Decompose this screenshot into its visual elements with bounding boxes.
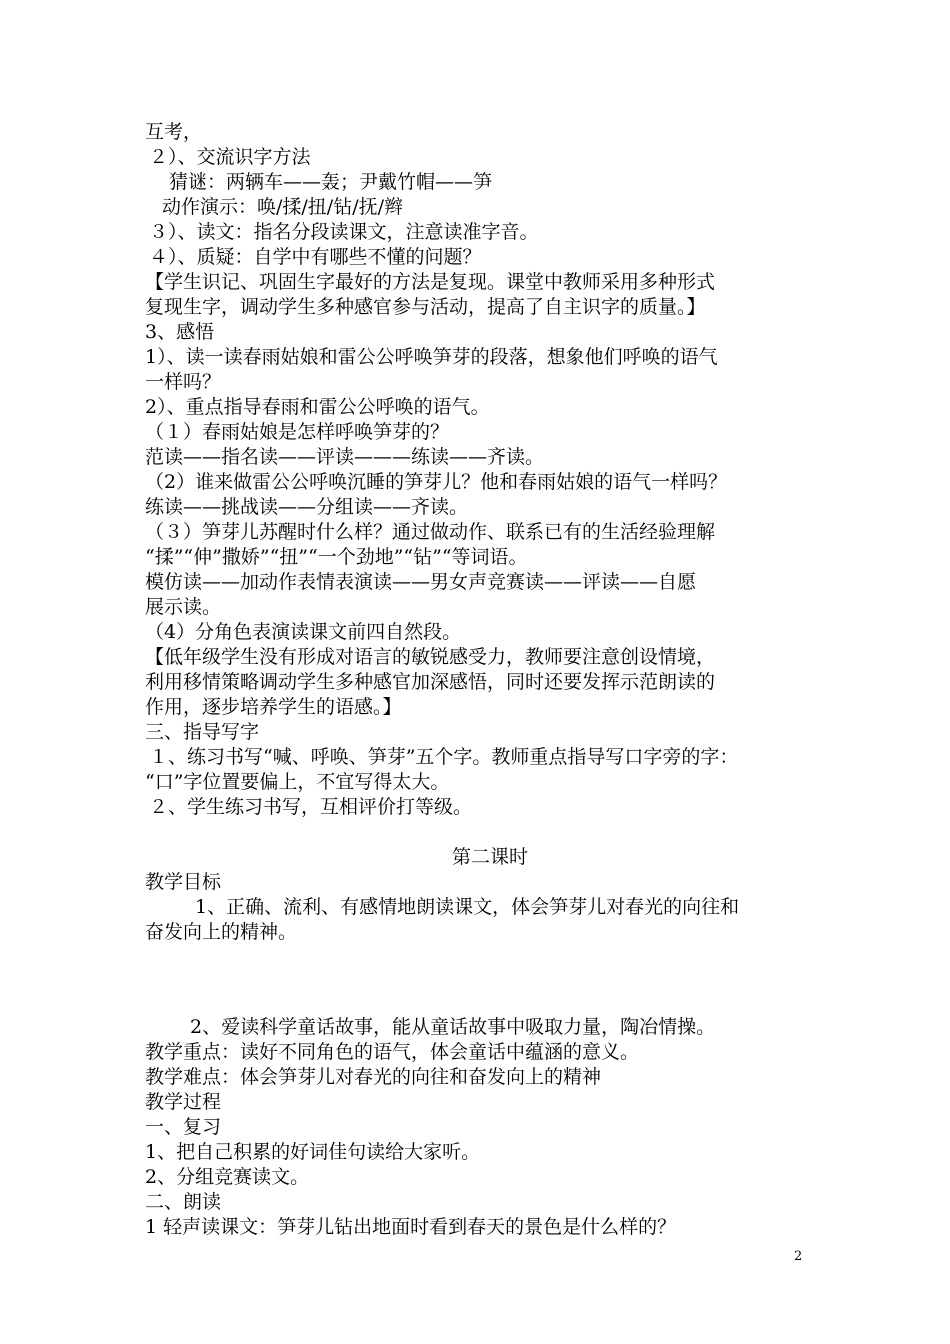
text-line: 教学难点：体会笋芽儿对春光的向往和奋发向上的精神 (145, 1066, 602, 1088)
text-line: 1）、读一读春雨姑娘和雷公公呼唤笋芽的段落，想象他们呼唤的语气 (145, 346, 718, 368)
text-line: 一、复习 (145, 1116, 222, 1138)
text-line: 教学目标 (145, 871, 222, 893)
section-title: 第二课时 (451, 846, 528, 868)
text-line: 二、朗读 (145, 1191, 222, 1213)
text-line: 利用移情策略调动学生多种感官加深感悟，同时还要发挥示范朗读的 (145, 671, 716, 693)
text-line: 三、指导写字 (145, 721, 260, 743)
text-line: ３）、读文：指名分段读课文，注意读准字音。 (149, 221, 539, 243)
text-line: 复现生字，调动学生多种感官参与活动，提高了自主识字的质量。】 (145, 296, 706, 318)
spacer (145, 820, 835, 845)
text-line: 作用，逐步培养学生的语感。】 (145, 696, 402, 718)
text-line: “口”字位置要偏上，不宜写得太大。 (145, 771, 450, 793)
text-line: 教学重点：读好不同角色的语气，体会童话中蕴涵的意义。 (145, 1041, 640, 1063)
text-line: 模仿读——加动作表情表演读——男女声竞赛读——评读——自愿 (145, 571, 697, 593)
text-line: 3、感悟 (145, 321, 215, 343)
text-line: 奋发向上的精神。 (145, 921, 298, 943)
text-line: （３）笋芽儿苏醒时什么样？通过做动作、联系已有的生活经验理解 (145, 521, 716, 543)
text-line: 互考， (145, 121, 203, 143)
text-line: （2）谁来做雷公公呼唤沉睡的笋芽儿？他和春雨姑娘的语气一样吗？ (145, 471, 728, 493)
text-line: （4）分角色表演读课文前四自然段。 (145, 621, 462, 643)
text-line: 1、把自己积累的好词佳句读给大家听。 (145, 1141, 481, 1163)
spacer (145, 945, 835, 1015)
text-line: 【低年级学生没有形成对语言的敏锐感受力，教师要注意创设情境， (145, 646, 716, 668)
page-number: 2 (794, 1249, 803, 1264)
text-line: ２）、交流识字方法 (149, 146, 311, 168)
text-line: 1、正确、流利、有感情地朗读课文，体会笋芽儿对春光的向往和 (195, 896, 740, 918)
text-line: ４）、质疑：自学中有哪些不懂的问题？ (149, 246, 482, 268)
text-line: 动作演示：唤/揉/扭/钻/抚/辫 (162, 196, 404, 218)
text-line: “揉”“伸”撒娇”“扭”“一个劲地”“钻”“等词语。 (145, 546, 528, 568)
document-body (145, 120, 835, 1240)
text-line: 2、分组竞赛读文。 (145, 1166, 310, 1188)
text-line: 教学过程 (145, 1091, 222, 1113)
text-line: 猜谜：两辆车——轰；尹戴竹帽——笋 (169, 171, 493, 193)
text-line: 一样吗？ (145, 371, 222, 393)
text-line: 展示读。 (145, 596, 222, 618)
text-line: １、练习书写“喊、呼唤、笋芽”五个字。教师重点指导写口字旁的字： (149, 746, 739, 768)
text-line: 范读——指名读——评读———练读——齐读。 (145, 446, 545, 468)
text-line: 1 轻声读课文：笋芽儿钻出地面时看到春天的景色是什么样的？ (145, 1216, 677, 1238)
text-line: 2）、重点指导春雨和雷公公呼唤的语气。 (145, 396, 490, 418)
text-line: ２、学生练习书写，互相评价打等级。 (149, 796, 473, 818)
text-line: 练读——挑战读——分组读——齐读。 (145, 496, 469, 518)
text-line: 2、爱读科学童话故事，能从童话故事中吸取力量，陶冶情操。 (190, 1016, 716, 1038)
text-line: （１）春雨姑娘是怎样呼唤笋芽的？ (145, 421, 450, 443)
text-line: 【学生识记、巩固生字最好的方法是复现。课堂中教师采用多种形式 (145, 271, 716, 293)
